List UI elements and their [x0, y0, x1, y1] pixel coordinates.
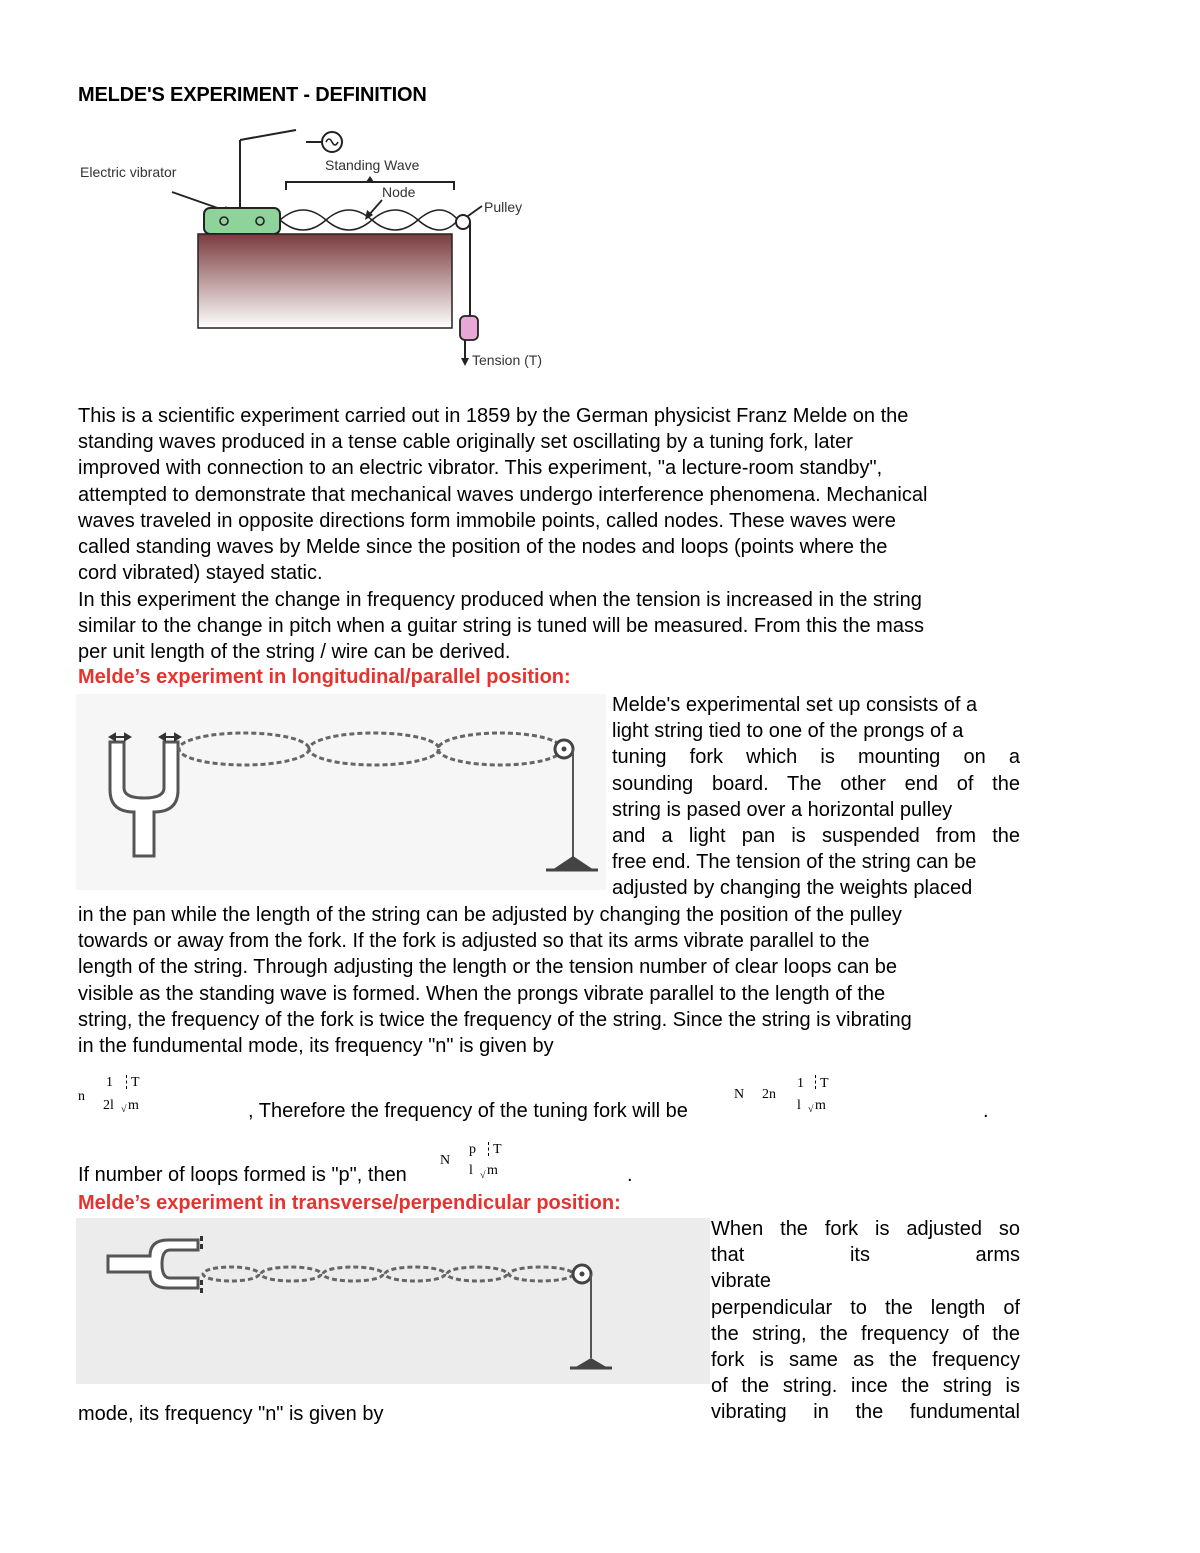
frequency-line: In this experiment the change in frequency produced when the tension is increased in the string — [78, 589, 922, 611]
parallel-side-line: light string tied to one of the prongs of a — [612, 720, 964, 743]
parallel-side-line: Melde's experimental set up consists of a — [612, 694, 978, 716]
formula3-lhs: N — [440, 1153, 451, 1168]
heading-transverse: Melde’s experiment in transverse/perpendicular position: — [78, 1192, 621, 1214]
melde-setup-diagram — [76, 120, 576, 375]
parallel-side-text — [612, 692, 1020, 902]
parallel-fork-diagram — [76, 694, 606, 890]
frequency-line: similar to the change in pitch when a guitar string is tuned will be measured. From this the mass — [78, 615, 924, 638]
transverse-side-line: the string, the frequency of the — [711, 1322, 1020, 1345]
heading-parallel: Melde’s experiment in longitudinal/parallel position: — [78, 666, 571, 688]
formula2-rad-den: m — [815, 1098, 826, 1113]
intro-line: cord vibrated) stayed static. — [78, 562, 323, 585]
formula3-num: p — [469, 1142, 476, 1157]
parallel-full-line: visible as the standing wave is formed. When the prongs vibrate parallel to the length of the — [78, 982, 886, 1005]
transverse-side-line: perpendicular to the length of — [711, 1296, 1020, 1319]
frequency-paragraph — [78, 587, 1020, 666]
transverse-last-line: mode, its frequency "n" is given by — [78, 1403, 384, 1425]
formula2-num: 1 — [797, 1076, 804, 1091]
label-pulley: Pulley — [484, 199, 523, 215]
formula3-den: l — [469, 1163, 473, 1178]
formula2-lhs: N — [734, 1087, 745, 1102]
label-tension: Tension (T) — [472, 352, 543, 368]
label-electric-vibrator: Electric vibrator — [80, 164, 177, 180]
parallel-full-line: in the pan while the length of the string can be adjusted by changing the position of the pulley — [78, 904, 902, 926]
transverse-side-text — [711, 1216, 1020, 1426]
parallel-side-line: free end. The tension of the string can be — [612, 851, 977, 874]
intro-line: waves traveled in opposite directions form immobile points, called nodes. These waves were — [78, 509, 896, 532]
parallel-full-line: length of the string. Through adjusting the length or the tension number of clear loops can be — [78, 956, 898, 979]
intro-line: called standing waves by Melde since the position of the nodes and loops (points where the — [78, 536, 888, 559]
page-title: MELDE'S EXPERIMENT - DEFINITION — [78, 84, 427, 106]
formula-fork-frequency: N 2n 1 l T √ m — [734, 1076, 829, 1115]
formula1-num: 1 — [106, 1075, 113, 1090]
transverse-side-line: of the string. ince the string is — [711, 1375, 1020, 1398]
parallel-full-line: towards or away from the fork. If the fork is adjusted so that its arms vibrate parallel to the — [78, 930, 870, 953]
parallel-full-line: in the fundumental mode, its frequency "n" is given by — [78, 1035, 554, 1058]
formula-fundamental: n 1 2l T √ m — [78, 1075, 140, 1115]
tension-weight — [460, 316, 478, 340]
formula2-rad-num: T — [820, 1076, 829, 1091]
sounding-board — [198, 234, 452, 328]
intro-line: improved with connection to an electric vibrator. This experiment, "a lecture-room standby", — [78, 457, 883, 480]
formula1-den: 2l — [103, 1098, 114, 1113]
label-node: Node — [382, 184, 416, 200]
formula3-rad-num: T — [493, 1142, 502, 1157]
formula1-rad-den: m — [128, 1098, 139, 1113]
transverse-side-line: When the fork is adjusted so — [711, 1218, 1020, 1240]
formula-loops: N p l T √ m — [440, 1142, 502, 1181]
formula1-lhs: n — [78, 1089, 85, 1104]
transverse-side-line: fork is same as the frequency — [711, 1349, 1020, 1372]
formula2-end: . — [983, 1100, 989, 1122]
switch-lever — [240, 130, 296, 140]
therefore-text: , Therefore the frequency of the tuning fork will be — [248, 1100, 688, 1122]
parallel-side-line: string is pased over a horizontal pulley — [612, 798, 953, 821]
formula2-coef: 2n — [762, 1087, 776, 1102]
transverse-fork-diagram — [76, 1218, 710, 1384]
loops-text: If number of loops formed is "p", then — [78, 1164, 407, 1186]
parallel-side-line: tuning fork which is mounting on a — [612, 746, 1020, 769]
formula3-rad-den: m — [487, 1163, 498, 1178]
parallel-side-line: sounding board. The other end of the — [612, 772, 1020, 795]
formula3-end: . — [627, 1164, 633, 1186]
parallel-full-line: string, the frequency of the fork is twice the frequency of the string. Since the string is vibrating — [78, 1008, 912, 1031]
transverse-side-line: vibrating in the fundumental — [711, 1401, 1020, 1424]
pulley-icon — [456, 215, 470, 229]
frequency-line: per unit length of the string / wire can be derived. — [78, 641, 511, 664]
intro-line: attempted to demonstrate that mechanical waves undergo interference phenomena. Mechanical — [78, 483, 928, 506]
label-standing-wave: Standing Wave — [325, 157, 420, 173]
intro-line: This is a scientific experiment carried out in 1859 by the German physicist Franz Melde on the — [78, 405, 909, 427]
formula2-den: l — [797, 1098, 801, 1113]
intro-line: standing waves produced in a tense cable originally set oscillating by a tuning fork, later — [78, 431, 853, 454]
parallel-side-line: adjusted by changing the weights placed — [612, 877, 973, 900]
parallel-full-text — [78, 902, 1020, 1059]
electric-vibrator — [204, 208, 280, 234]
transverse-side-line: that its arms vibrate — [711, 1244, 1020, 1293]
intro-paragraph — [78, 403, 1020, 586]
parallel-side-line: and a light pan is suspended from the — [612, 825, 1020, 848]
formula1-rad-num: T — [131, 1075, 140, 1090]
